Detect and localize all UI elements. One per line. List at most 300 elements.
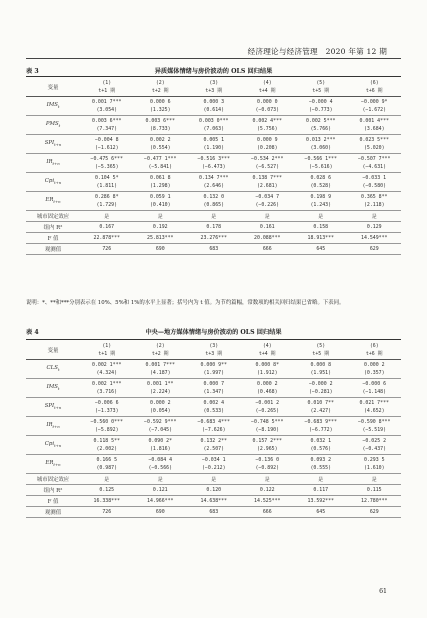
table-cell	[134, 436, 188, 455]
table-cell	[187, 173, 241, 192]
stat-row-fe	[26, 474, 401, 485]
t-value: (−0.212)	[201, 465, 226, 471]
t-value: (2.118)	[363, 202, 385, 208]
table-cell	[187, 135, 241, 154]
t-value: (−5.616)	[308, 164, 333, 170]
table-cell	[348, 417, 402, 436]
table-cell	[134, 417, 188, 436]
column-name: t+4 期	[258, 87, 276, 94]
table-cell	[241, 417, 295, 436]
coefficient: 0.023 5***	[359, 137, 389, 143]
column-number: (5)	[316, 79, 326, 86]
t-value: (1.610)	[363, 465, 385, 471]
coefficient: 0.002 2	[149, 137, 171, 143]
coefficient: 0.001 4***	[359, 118, 389, 124]
t-value: (8.733)	[149, 126, 171, 132]
table3-note: 说明：*、**和***分别表示在 10%、5%和 1%的水平上显著；括号内为 t 值。为节约篇幅，常数项的相关回归结果已省略。下表同。	[26, 300, 345, 306]
stat-cell: 14.966***	[147, 498, 174, 504]
stat-cell: 14.525***	[254, 498, 281, 504]
table-cell	[80, 154, 134, 173]
table-cell	[134, 154, 188, 173]
stat-cell: 是	[104, 213, 110, 220]
coefficient: 0.028 6	[310, 175, 332, 181]
t-value: (−6.473)	[201, 164, 226, 170]
stat-label: 城市固定效应	[36, 214, 70, 220]
coefficient: 0.134 7***	[199, 175, 229, 181]
column-number: (3)	[209, 79, 219, 86]
t-value: (2.002)	[96, 446, 118, 452]
table-cell	[294, 417, 348, 436]
column-name: t+5 期	[312, 87, 330, 94]
stat-cell: 683	[209, 509, 219, 515]
coefficient: 0.002 5***	[306, 118, 336, 124]
t-value: (−1.612)	[94, 145, 119, 151]
stat-label: 观测值	[44, 510, 62, 516]
coefficient: −0.136 0	[255, 457, 280, 463]
coefficient: 0.000 3	[203, 99, 225, 105]
stat-label: F 值	[47, 499, 59, 505]
table-cell	[241, 192, 295, 211]
stat-label: 组内 R²	[43, 225, 63, 231]
stat-cell: 是	[157, 213, 163, 220]
stat-cell: 是	[211, 476, 217, 483]
coefficient: −0.475 6***	[90, 156, 123, 162]
table-cell	[134, 379, 188, 398]
coefficient: −0.034 7	[255, 194, 280, 200]
table-row	[26, 97, 401, 116]
coefficient: 0.000 6	[149, 99, 171, 105]
stat-label: 组内 R²	[43, 488, 63, 494]
t-value: (−6.527)	[255, 164, 280, 170]
table-cell	[187, 97, 241, 116]
column-header	[80, 340, 134, 360]
table-cell	[134, 398, 188, 417]
coefficient: 0.093 2	[310, 457, 332, 463]
table-cell	[348, 97, 402, 116]
t-value: (−0.892)	[255, 465, 280, 471]
coefficient: −0.025 2	[362, 438, 387, 444]
t-value: (3.060)	[310, 145, 332, 151]
coefficient: 0.000 8	[310, 362, 332, 368]
table-row	[26, 417, 401, 436]
stat-label: 城市固定效应	[36, 477, 70, 483]
coefficient: −0.034 1	[201, 457, 226, 463]
table-row	[26, 360, 401, 379]
column-number: (5)	[316, 342, 326, 349]
coefficient: 0.157 2***	[252, 438, 282, 444]
coefficient: −0.683 9***	[304, 419, 337, 425]
stat-cell: 683	[209, 246, 219, 252]
coefficient: −0.748 5***	[251, 419, 284, 425]
stat-cell: 0.129	[366, 224, 382, 230]
column-number: (2)	[155, 79, 165, 86]
stat-cell: 是	[104, 476, 110, 483]
row-label: $SPI_{t+n}$	[44, 403, 62, 411]
stat-cell: 14.549***	[361, 235, 388, 241]
coefficient: 0.002 4***	[252, 118, 282, 124]
stat-cell: 18.913***	[307, 235, 334, 241]
coefficient: −0.534 2***	[251, 156, 284, 162]
coefficient: 0.090 2*	[148, 438, 173, 444]
t-value: (1.811)	[96, 183, 118, 189]
column-header	[294, 77, 348, 97]
t-value: (−1.672)	[362, 107, 387, 113]
coefficient: 0.000 0	[256, 99, 278, 105]
stat-cell: 是	[157, 476, 163, 483]
coefficient: −0.001 2	[255, 400, 280, 406]
column-name: t+4 期	[258, 350, 276, 357]
t-value: (1.298)	[149, 183, 171, 189]
table-cell	[134, 360, 188, 379]
stat-cell: 0.115	[366, 487, 382, 493]
stat-row-n	[26, 507, 401, 518]
coefficient: −0.590 8***	[358, 419, 391, 425]
coefficient: 0.001 7***	[92, 99, 122, 105]
table-cell	[80, 455, 134, 474]
header-rule	[26, 58, 401, 59]
table-cell	[187, 192, 241, 211]
t-value: (1.729)	[96, 202, 118, 208]
table-cell	[80, 360, 134, 379]
coefficient: 0.001 7***	[145, 362, 175, 368]
coefficient: 0.001 1**	[147, 381, 174, 387]
coefficient: −0.004 8	[94, 137, 119, 143]
coefficient: −0.000 6	[362, 381, 387, 387]
table3-title: 异质媒体情绪与房价波动的 OLS 回归结果	[154, 68, 273, 75]
t-value: (−0.437)	[362, 446, 387, 452]
t-value: (−4.631)	[362, 164, 387, 170]
column-name: t+2 期	[151, 350, 169, 357]
coefficient: 0.000 2	[363, 362, 385, 368]
stat-row-f	[26, 233, 401, 244]
table-row	[26, 154, 401, 173]
stat-row-r2	[26, 485, 401, 496]
table-cell	[80, 436, 134, 455]
t-value: (−0.073)	[255, 107, 280, 113]
coefficient: −0.084 4	[148, 457, 173, 463]
table-cell	[187, 379, 241, 398]
table-cell	[134, 116, 188, 135]
table-cell	[294, 154, 348, 173]
table-row	[26, 192, 401, 211]
table-cell	[80, 398, 134, 417]
t-value: (1.190)	[203, 145, 225, 151]
stat-label: F 值	[47, 236, 59, 242]
t-value: (1.912)	[256, 370, 278, 376]
t-value: (−7.045)	[148, 427, 173, 433]
table-row	[26, 116, 401, 135]
table-cell	[187, 398, 241, 417]
t-value: (0.555)	[310, 465, 332, 471]
column-number: (4)	[262, 342, 272, 349]
column-name: t+1 期	[98, 87, 116, 94]
table3-label: 表 3	[26, 68, 39, 75]
table-cell	[134, 455, 188, 474]
t-value: (−6.772)	[308, 427, 333, 433]
coefficient: 0.032 1	[310, 438, 332, 444]
column-header	[241, 340, 295, 360]
coefficient: −0.592 9***	[144, 419, 177, 425]
table-cell	[348, 154, 402, 173]
table-cell	[294, 360, 348, 379]
stat-cell: 0.161	[259, 224, 275, 230]
coefficient: 0.013 2***	[306, 137, 336, 143]
table-cell	[241, 360, 295, 379]
coefficient: 0.010 7**	[307, 400, 334, 406]
t-value: (4.324)	[96, 370, 118, 376]
t-value: (−0.226)	[255, 202, 280, 208]
stat-cell: 是	[264, 213, 270, 220]
stat-cell: 是	[318, 476, 324, 483]
coefficient: −0.516 3***	[197, 156, 230, 162]
stat-row-n	[26, 244, 401, 255]
coefficient: 0.166 5	[96, 457, 118, 463]
stat-cell: 23.276***	[200, 235, 227, 241]
column-number: (2)	[155, 342, 165, 349]
row-label: $IR_{t+n}$	[46, 422, 60, 430]
table-row	[26, 455, 401, 474]
coefficient: 0.293 5	[363, 457, 385, 463]
column-name: t+6 期	[365, 87, 383, 94]
t-value: (2.507)	[203, 446, 225, 452]
t-value: (7.347)	[96, 126, 118, 132]
table-cell	[80, 192, 134, 211]
table-cell	[348, 173, 402, 192]
stat-cell: 666	[262, 509, 272, 515]
coefficient: 0.000 8*	[255, 362, 280, 368]
column-number: (6)	[369, 342, 379, 349]
coefficient: 0.118 5**	[93, 438, 120, 444]
stat-cell: 0.167	[99, 224, 115, 230]
row-label: Cpi$_{t+n}$	[44, 441, 62, 449]
var-header: 变量	[47, 347, 59, 354]
table-row	[26, 398, 401, 417]
stat-cell: 726	[102, 509, 112, 515]
coefficient: 0.002 4	[203, 400, 225, 406]
page-number: 61	[379, 588, 387, 595]
table-cell	[241, 135, 295, 154]
coefficient: 0.365 8**	[361, 194, 388, 200]
t-value: (−5.841)	[148, 164, 173, 170]
coefficient: −0.006 6	[94, 400, 119, 406]
stat-row-r2	[26, 222, 401, 233]
table-cell	[80, 97, 134, 116]
row-label: $ER_{t+n}$	[45, 197, 61, 205]
stat-cell: 0.125	[99, 487, 115, 493]
table-cell	[294, 173, 348, 192]
coefficient: −0.683 4***	[197, 419, 230, 425]
row-label: $ER_{t+n}$	[45, 460, 61, 468]
row-label: Cpi$_{t+n}$	[44, 178, 62, 186]
stat-cell: 726	[102, 246, 112, 252]
t-value: (4.187)	[149, 370, 171, 376]
t-value: (−8.190)	[255, 427, 280, 433]
column-header	[294, 340, 348, 360]
table-cell	[294, 135, 348, 154]
table-cell	[348, 398, 402, 417]
stat-row-fe	[26, 211, 401, 222]
table-cell	[294, 455, 348, 474]
t-value: (−0.773)	[308, 107, 333, 113]
table-cell	[294, 379, 348, 398]
t-value: (4.652)	[363, 408, 385, 414]
t-value: (−1.373)	[94, 408, 119, 414]
t-value: (−0.580)	[362, 183, 387, 189]
stat-cell: 0.117	[313, 487, 329, 493]
coefficient: 0.132 0	[203, 194, 225, 200]
t-value: (0.987)	[96, 465, 118, 471]
coefficient: 0.002 1***	[92, 362, 122, 368]
t-value: (2.224)	[149, 389, 171, 395]
column-header	[241, 77, 295, 97]
table-cell	[294, 436, 348, 455]
journal-header: 经济理论与经济管理 2020 年第 12 期	[247, 47, 387, 56]
t-value: (0.208)	[256, 145, 278, 151]
table-cell	[348, 192, 402, 211]
t-value: (2.427)	[310, 408, 332, 414]
table4-title: 中央—地方媒体情绪与房价波动的 OLS 回归结果	[145, 329, 282, 336]
row-label: $CLS_t$	[46, 365, 60, 373]
t-value: (1.243)	[310, 202, 332, 208]
t-value: (−1.148)	[362, 389, 387, 395]
row-label: $IR_{t+n}$	[46, 159, 60, 167]
stat-cell: 645	[316, 246, 326, 252]
stat-cell: 13.592***	[307, 498, 334, 504]
var-header: 变量	[47, 84, 59, 91]
t-value: (1.347)	[203, 389, 225, 395]
coefficient: −0.000 4	[308, 99, 333, 105]
table-cell	[187, 116, 241, 135]
coefficient: −0.033 1	[362, 175, 387, 181]
column-header	[134, 340, 188, 360]
coefficient: 0.000 2	[256, 381, 278, 387]
column-number: (1)	[102, 79, 112, 86]
t-value: (0.357)	[363, 370, 385, 376]
column-header	[134, 77, 188, 97]
stat-cell: 是	[318, 213, 324, 220]
t-value: (0.533)	[203, 408, 225, 414]
row-label: $IMS_t$	[46, 102, 60, 110]
stat-cell: 629	[369, 509, 379, 515]
coefficient: −0.000 2	[308, 381, 333, 387]
table-row	[26, 379, 401, 398]
table-cell	[134, 97, 188, 116]
table-cell	[80, 417, 134, 436]
stat-cell: 是	[264, 476, 270, 483]
table-cell	[348, 379, 402, 398]
t-value: (−5.365)	[94, 164, 119, 170]
stat-label: 观测值	[44, 247, 62, 253]
t-value: (−7.626)	[201, 427, 226, 433]
table-cell	[134, 192, 188, 211]
coefficient: 0.198 9	[310, 194, 332, 200]
column-name: t+1 期	[98, 350, 116, 357]
table-row	[26, 173, 401, 192]
stat-cell: 是	[371, 476, 377, 483]
column-header	[187, 340, 241, 360]
t-value: (5.766)	[310, 126, 332, 132]
t-value: (1.997)	[203, 370, 225, 376]
table-cell	[80, 116, 134, 135]
column-header	[348, 77, 402, 97]
row-label: $PMS_t$	[45, 121, 61, 129]
column-number: (6)	[369, 79, 379, 86]
column-header	[187, 77, 241, 97]
table-cell	[241, 116, 295, 135]
stat-cell: 0.120	[206, 487, 222, 493]
t-value: (5.020)	[363, 145, 385, 151]
coefficient: 0.021 7***	[359, 400, 389, 406]
t-value: (−0.281)	[308, 389, 333, 395]
table-row	[26, 135, 401, 154]
t-value: (1.951)	[310, 370, 332, 376]
table-cell	[241, 379, 295, 398]
column-name: t+2 期	[151, 87, 169, 94]
coefficient: 0.003 6***	[92, 118, 122, 124]
table-cell	[241, 436, 295, 455]
t-value: (0.410)	[149, 202, 171, 208]
coefficient: −0.507 7***	[358, 156, 391, 162]
stat-cell: 16.338***	[93, 498, 120, 504]
table-cell	[294, 398, 348, 417]
t-value: (2.681)	[256, 183, 278, 189]
table-cell	[348, 455, 402, 474]
row-label: $SPI_{t+n}$	[44, 140, 62, 148]
t-value: (−0.265)	[255, 408, 280, 414]
stat-cell: 是	[211, 213, 217, 220]
column-number: (4)	[262, 79, 272, 86]
coefficient: −0.566 1***	[304, 156, 337, 162]
table-cell	[187, 436, 241, 455]
t-value: (3.054)	[96, 107, 118, 113]
stat-cell: 0.122	[259, 487, 275, 493]
table-cell	[348, 135, 402, 154]
stat-cell: 0.158	[313, 224, 329, 230]
stat-cell: 666	[262, 246, 272, 252]
column-name: t+3 期	[205, 350, 223, 357]
table-cell	[80, 135, 134, 154]
column-number: (3)	[209, 342, 219, 349]
coefficient: 0.061 8	[149, 175, 171, 181]
row-label: $IMS_t$	[46, 384, 60, 392]
stat-cell: 0.178	[206, 224, 222, 230]
table-cell	[80, 379, 134, 398]
table-cell	[241, 173, 295, 192]
coefficient: 0.003 0***	[199, 118, 229, 124]
table-cell	[294, 192, 348, 211]
t-value: (0.554)	[149, 145, 171, 151]
coefficient: 0.059 1	[149, 194, 171, 200]
table-cell	[348, 360, 402, 379]
stat-cell: 690	[155, 246, 165, 252]
stat-cell: 是	[371, 213, 377, 220]
coefficient: 0.138 7***	[252, 175, 282, 181]
column-number: (1)	[102, 342, 112, 349]
table4-label: 表 4	[26, 329, 39, 336]
t-value: (0.614)	[203, 107, 225, 113]
column-header	[80, 77, 134, 97]
table-cell	[134, 173, 188, 192]
t-value: (0.865)	[203, 202, 225, 208]
table-cell	[187, 154, 241, 173]
stat-cell: 25.813***	[147, 235, 174, 241]
coefficient: 0.003 6***	[145, 118, 175, 124]
table-cell	[241, 154, 295, 173]
stat-cell: 645	[316, 509, 326, 515]
t-value: (−0.566)	[148, 465, 173, 471]
coefficient: 0.002 1***	[92, 381, 122, 387]
coefficient: 0.132 2**	[200, 438, 227, 444]
